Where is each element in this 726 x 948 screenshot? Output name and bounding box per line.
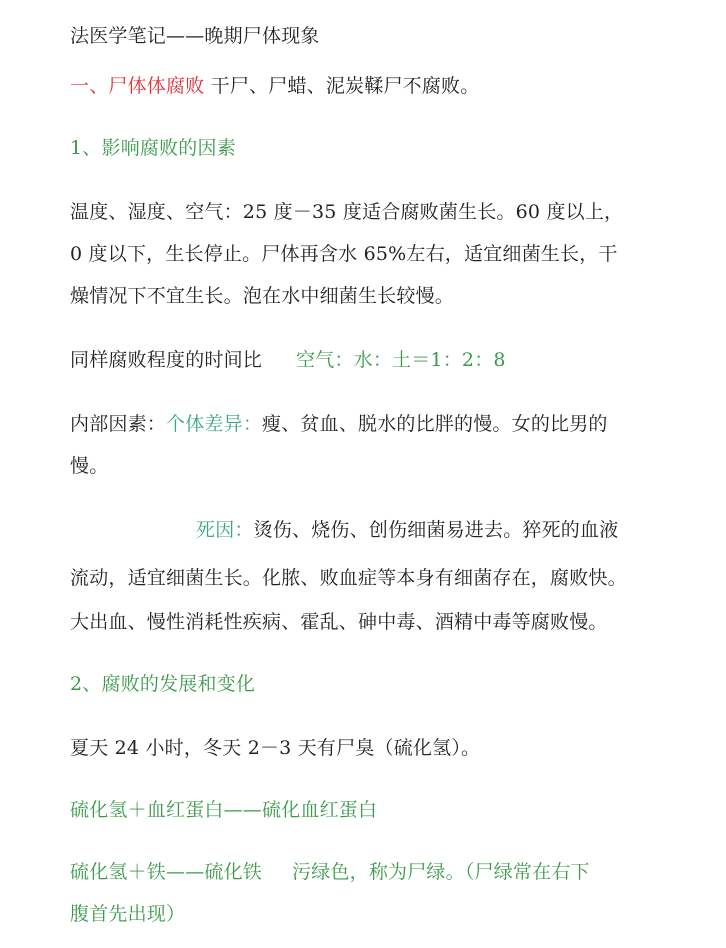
corpse-green-note: 污绿色，称为尸绿。（尸绿常在右下 — [292, 861, 590, 883]
death-cause-text-1: 烫伤、烧伤、创伤细菌易进去。猝死的血液 — [253, 519, 619, 541]
corpse-green-note-line-2: 腹首先出现） — [70, 903, 186, 925]
paragraph-2: 夏天 24 小时，冬天 2－3 天有尸臭（硫化氢）。 — [70, 737, 481, 759]
paragraph-1-line-1: 温度、湿度、空气：25 度－35 度适合腐败菌生长。60 度以上， — [70, 201, 624, 223]
ratio-label: 同样腐败程度的时间比 — [70, 349, 263, 371]
section-1-heading-rest: 干尸、尸蜡、泥炭鞣尸不腐败。 — [204, 75, 480, 97]
internal-factors-line-2: 慢。 — [70, 455, 109, 477]
paragraph-1-line-2: 0 度以下，生长停止。尸体再含水 65%左右，适宜细菌生长，干 — [70, 243, 618, 265]
formula-2-line — [70, 860, 590, 884]
ratio-value: 空气：水：土＝1：2：8 — [296, 349, 506, 371]
subheading-1: 1、影响腐败的因素 — [70, 137, 236, 159]
death-cause-line-1 — [196, 518, 618, 542]
paragraph-1-line-3: 燥情况下不宜生长。泡在水中细菌生长较慢。 — [70, 285, 455, 307]
death-cause-line-3: 大出血、慢性消耗性疾病、霍乱、砷中毒、酒精中毒等腐败慢。 — [70, 611, 608, 633]
subheading-2: 2、腐败的发展和变化 — [70, 673, 256, 695]
death-cause-line-2: 流动，适宜细菌生长。化脓、败血症等本身有细菌存在，腐败快。 — [70, 567, 627, 589]
formula-2: 硫化氢＋铁——硫化铁 — [70, 861, 263, 883]
ratio-line — [70, 348, 506, 372]
section-1-heading: 一、尸体体腐败 — [70, 75, 205, 97]
internal-factors-text: 瘦、贫血、脱水的比胖的慢。女的比男的 — [262, 413, 608, 435]
section-1-heading-line — [70, 74, 479, 98]
internal-factors-line-1 — [70, 412, 608, 436]
death-cause-label: 死因： — [196, 519, 254, 541]
individual-difference-label: 个体差异： — [166, 413, 263, 435]
formula-1: 硫化氢＋血红蛋白——硫化血红蛋白 — [70, 799, 378, 821]
internal-factors-label: 内部因素： — [70, 413, 167, 435]
document-title: 法医学笔记——晚期尸体现象 — [70, 25, 320, 47]
